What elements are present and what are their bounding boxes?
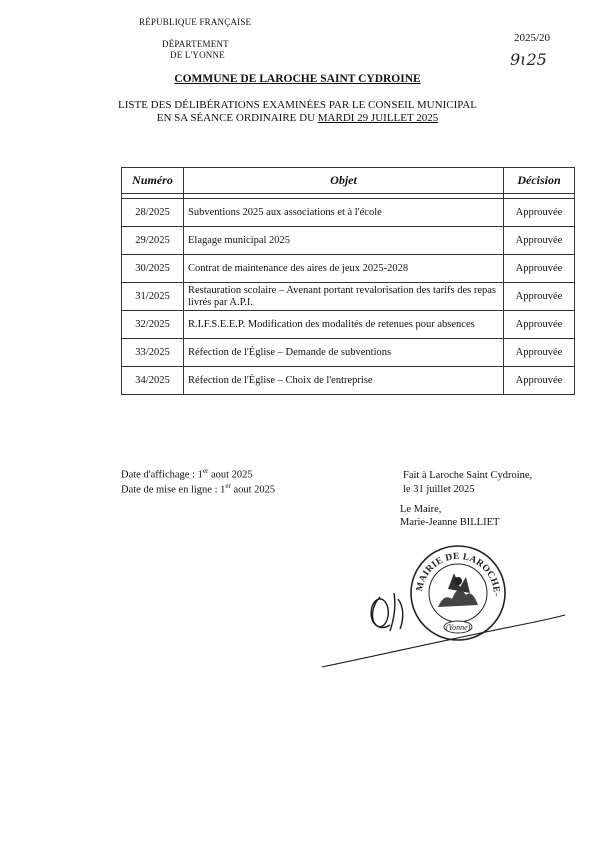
row-objet: Restauration scolaire – Avenant portant revalorisation des tarifs des repas livrés par A.P.I. <box>184 283 504 311</box>
row-numero: 31/2025 <box>122 283 184 311</box>
table-row <box>122 367 575 395</box>
row-numero: 30/2025 <box>122 255 184 283</box>
row-objet: Elagage municipal 2025 <box>184 227 504 255</box>
row-decision: Approuvée <box>504 311 575 339</box>
affichage-suffix: aout 2025 <box>208 469 253 481</box>
date-mise-en-ligne <box>121 482 275 496</box>
affichage-sup: er <box>202 467 209 475</box>
table-row <box>122 339 575 367</box>
maire-title: Le Maire, <box>400 504 442 515</box>
row-objet: Réfection de l'Église – Choix de l'entreprise <box>184 367 504 395</box>
table-row <box>122 255 575 283</box>
table-row <box>122 283 575 311</box>
table-row <box>122 311 575 339</box>
seal-ring-text: MAIRIE DE LAROCHE- <box>415 551 502 597</box>
reference-number: 2025/20 <box>514 32 551 44</box>
row-numero: 32/2025 <box>122 311 184 339</box>
maire-name: Marie-Jeanne BILLIET <box>400 517 500 528</box>
row-numero: 28/2025 <box>122 199 184 227</box>
commune-title: COMMUNE DE LAROCHE SAINT CYDROINE <box>174 73 421 85</box>
table-header-row <box>122 168 575 194</box>
date-affichage <box>121 467 253 481</box>
row-decision: Approuvée <box>504 283 575 311</box>
session-date: MARDI 29 JUILLET 2025 <box>317 112 439 124</box>
en-ligne-prefix: Date de mise en ligne : 1 <box>121 484 226 496</box>
row-decision: Approuvée <box>504 367 575 395</box>
subtitle-prefix: EN SA SÉANCE ORDINAIRE DU <box>156 112 318 124</box>
row-objet: R.I.F.S.E.E.P. Modification des modalités de retenues pour absences <box>184 311 504 339</box>
signature-icon <box>320 585 570 675</box>
departement-name: DE L'YONNE <box>170 50 225 60</box>
row-objet: Réfection de l'Église – Demande de subventions <box>184 339 504 367</box>
table-row <box>122 199 575 227</box>
affichage-prefix: Date d'affichage : 1 <box>121 469 203 481</box>
fait-a: Fait à Laroche Saint Cydroine, <box>403 470 533 481</box>
header-decision: Décision <box>504 168 575 194</box>
en-ligne-suffix: aout 2025 <box>230 484 276 496</box>
row-objet: Subventions 2025 aux associations et à l'école <box>184 199 504 227</box>
row-numero: 34/2025 <box>122 367 184 395</box>
row-numero: 29/2025 <box>122 227 184 255</box>
row-decision: Approuvée <box>504 255 575 283</box>
departement-label: DÉPARTEMENT <box>162 39 229 49</box>
deliberations-table <box>121 167 575 395</box>
subtitle-line-1: LISTE DES DÉLIBÉRATIONS EXAMINÉES PAR LE CONSEIL MUNICIPAL <box>117 99 478 111</box>
row-objet: Contrat de maintenance des aires de jeux 2025-2028 <box>184 255 504 283</box>
row-numero: 33/2025 <box>122 339 184 367</box>
fait-le: le 31 juillet 2025 <box>403 484 475 495</box>
header-numero: Numéro <box>122 168 184 194</box>
table-row <box>122 227 575 255</box>
row-decision: Approuvée <box>504 199 575 227</box>
subtitle-line-2 <box>0 112 595 124</box>
en-ligne-sup: er <box>225 482 231 490</box>
header-objet: Objet <box>184 168 504 194</box>
republique-francaise: RÉPUBLIQUE FRANÇAISE <box>139 17 252 27</box>
handwritten-reference: 9ɩ25 <box>510 50 547 69</box>
row-decision: Approuvée <box>504 227 575 255</box>
row-decision: Approuvée <box>504 339 575 367</box>
seal-bottom-text: (Yonne) <box>445 623 471 632</box>
